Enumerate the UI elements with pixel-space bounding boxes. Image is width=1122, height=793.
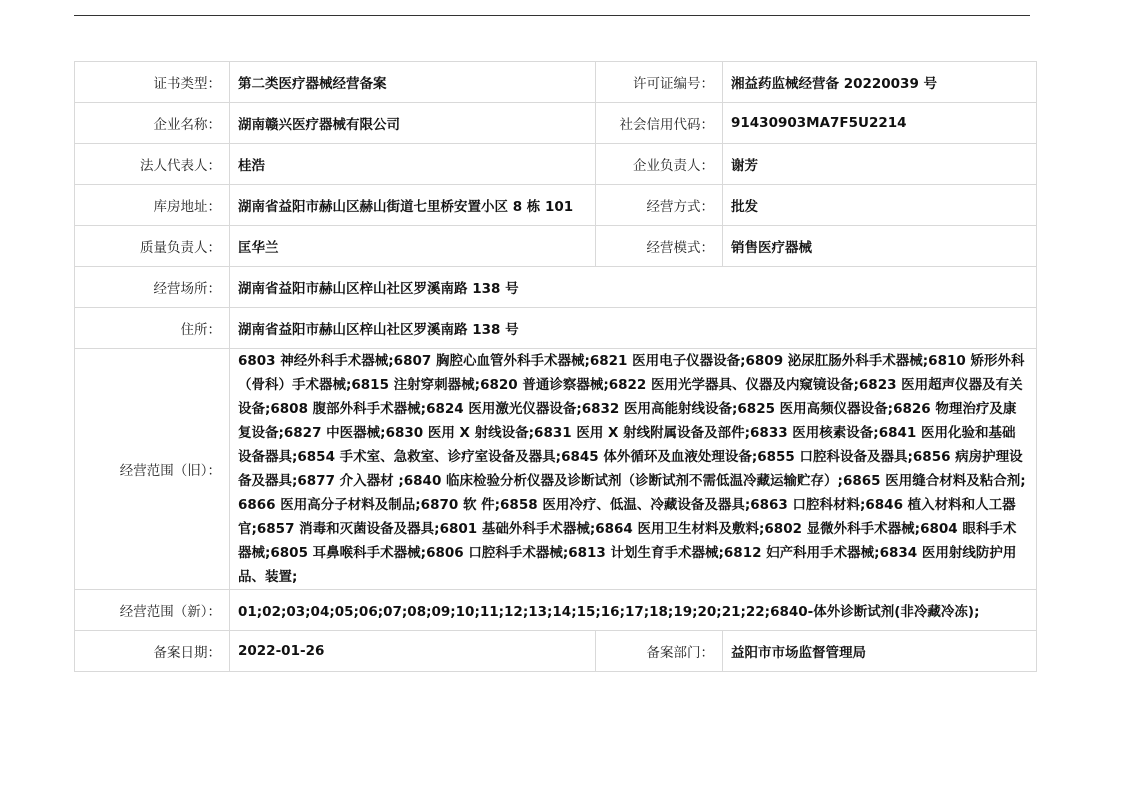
row-company (75, 103, 1037, 144)
business-mode-label: 经营模式： (596, 226, 723, 267)
license-no-value: 湘益药监械经营备 20220039 号 (723, 62, 1037, 103)
filing-record-table (74, 61, 1037, 672)
company-name-value: 湖南赣兴医疗器械有限公司 (230, 103, 596, 144)
row-cert-type (75, 62, 1037, 103)
legal-rep-value: 桂浩 (230, 144, 596, 185)
business-place-label: 经营场所： (75, 267, 230, 308)
residence-label: 住所： (75, 308, 230, 349)
business-place-value: 湖南省益阳市赫山区梓山社区罗溪南路 138 号 (230, 267, 1037, 308)
record-date-label: 备案日期： (75, 631, 230, 672)
cert-type-label: 证书类型： (75, 62, 230, 103)
credit-code-value: 91430903MA7F5U2214 (723, 103, 1037, 144)
quality-head-label: 质量负责人： (75, 226, 230, 267)
business-method-value: 批发 (723, 185, 1037, 226)
warehouse-addr-label: 库房地址： (75, 185, 230, 226)
legal-rep-label: 法人代表人： (75, 144, 230, 185)
row-scope-old (75, 349, 1037, 590)
scope-old-label: 经营范围（旧）： (75, 349, 230, 590)
company-head-value: 谢芳 (723, 144, 1037, 185)
row-persons (75, 144, 1037, 185)
row-business-place (75, 267, 1037, 308)
row-record (75, 631, 1037, 672)
row-scope-new (75, 590, 1037, 631)
business-mode-value: 销售医疗器械 (723, 226, 1037, 267)
row-warehouse (75, 185, 1037, 226)
scope-new-value: 01;02;03;04;05;06;07;08;09;10;11;12;13;14;15;16;17;18;19;20;21;22;6840-体外诊断试剂(非冷藏冷冻); (230, 590, 1037, 631)
row-residence (75, 308, 1037, 349)
license-no-label: 许可证编号： (596, 62, 723, 103)
record-dept-value: 益阳市市场监督管理局 (723, 631, 1037, 672)
credit-code-label: 社会信用代码： (596, 103, 723, 144)
company-name-label: 企业名称： (75, 103, 230, 144)
business-method-label: 经营方式： (596, 185, 723, 226)
scope-old-value: 6803 神经外科手术器械;6807 胸腔心血管外科手术器械;6821 医用电子仪器设备;6809 泌尿肛肠外科手术器械;6810 矫形外科（骨科）手术器械;6815 注射穿刺器械;6820 普通诊察器械;6822 医用光学器具、仪器及内窥镜设备;6823 医用超声仪器及有关设备;6808 腹部外科手术器械;6824 医用激光仪器设备;6832 医用高能射线设备;6825 医用高频仪器设备;6826 物理治疗及康复设备;6827 中医器械;6830 医用 X 射线设备;6831 医用 X 射线附属设备及部件;6833 医用核素设备;6841 医用化验和基础设备器具;6854 手术室、急救室、诊疗室设备及器具;6845 体外循环及血液处理设备;6855 口腔科设备及器具;6856 病房护理设备及器具;6877 介入器材 ;6840 临床检验分析仪器及诊断试剂（诊断试剂不需低温冷藏运输贮存）;6865 医用缝合材料及粘合剂;6866 医用高分子材料及制品;6870 软 件;6858 医用冷疗、低温、冷藏设备及器具;6863 口腔科材料;6846 植入材料和人工器官;6857 消毒和灭菌设备及器具;6801 基础外科手术器械;6864 医用卫生材料及敷料;6802 显微外科手术器械;6804 眼科手术器械;6805 耳鼻喉科手术器械;6806 口腔科手术器械;6813 计划生育手术器械;6812 妇产科用手术器械;6834 医用射线防护用品、装置; (230, 349, 1037, 590)
header-divider (74, 15, 1030, 16)
row-quality (75, 226, 1037, 267)
record-dept-label: 备案部门： (596, 631, 723, 672)
scope-new-label: 经营范围（新）： (75, 590, 230, 631)
quality-head-value: 匡华兰 (230, 226, 596, 267)
warehouse-addr-value: 湖南省益阳市赫山区赫山街道七里桥安置小区 8 栋 101 (230, 185, 596, 226)
company-head-label: 企业负责人： (596, 144, 723, 185)
cert-type-value: 第二类医疗器械经营备案 (230, 62, 596, 103)
record-date-value: 2022-01-26 (230, 631, 596, 672)
residence-value: 湖南省益阳市赫山区梓山社区罗溪南路 138 号 (230, 308, 1037, 349)
